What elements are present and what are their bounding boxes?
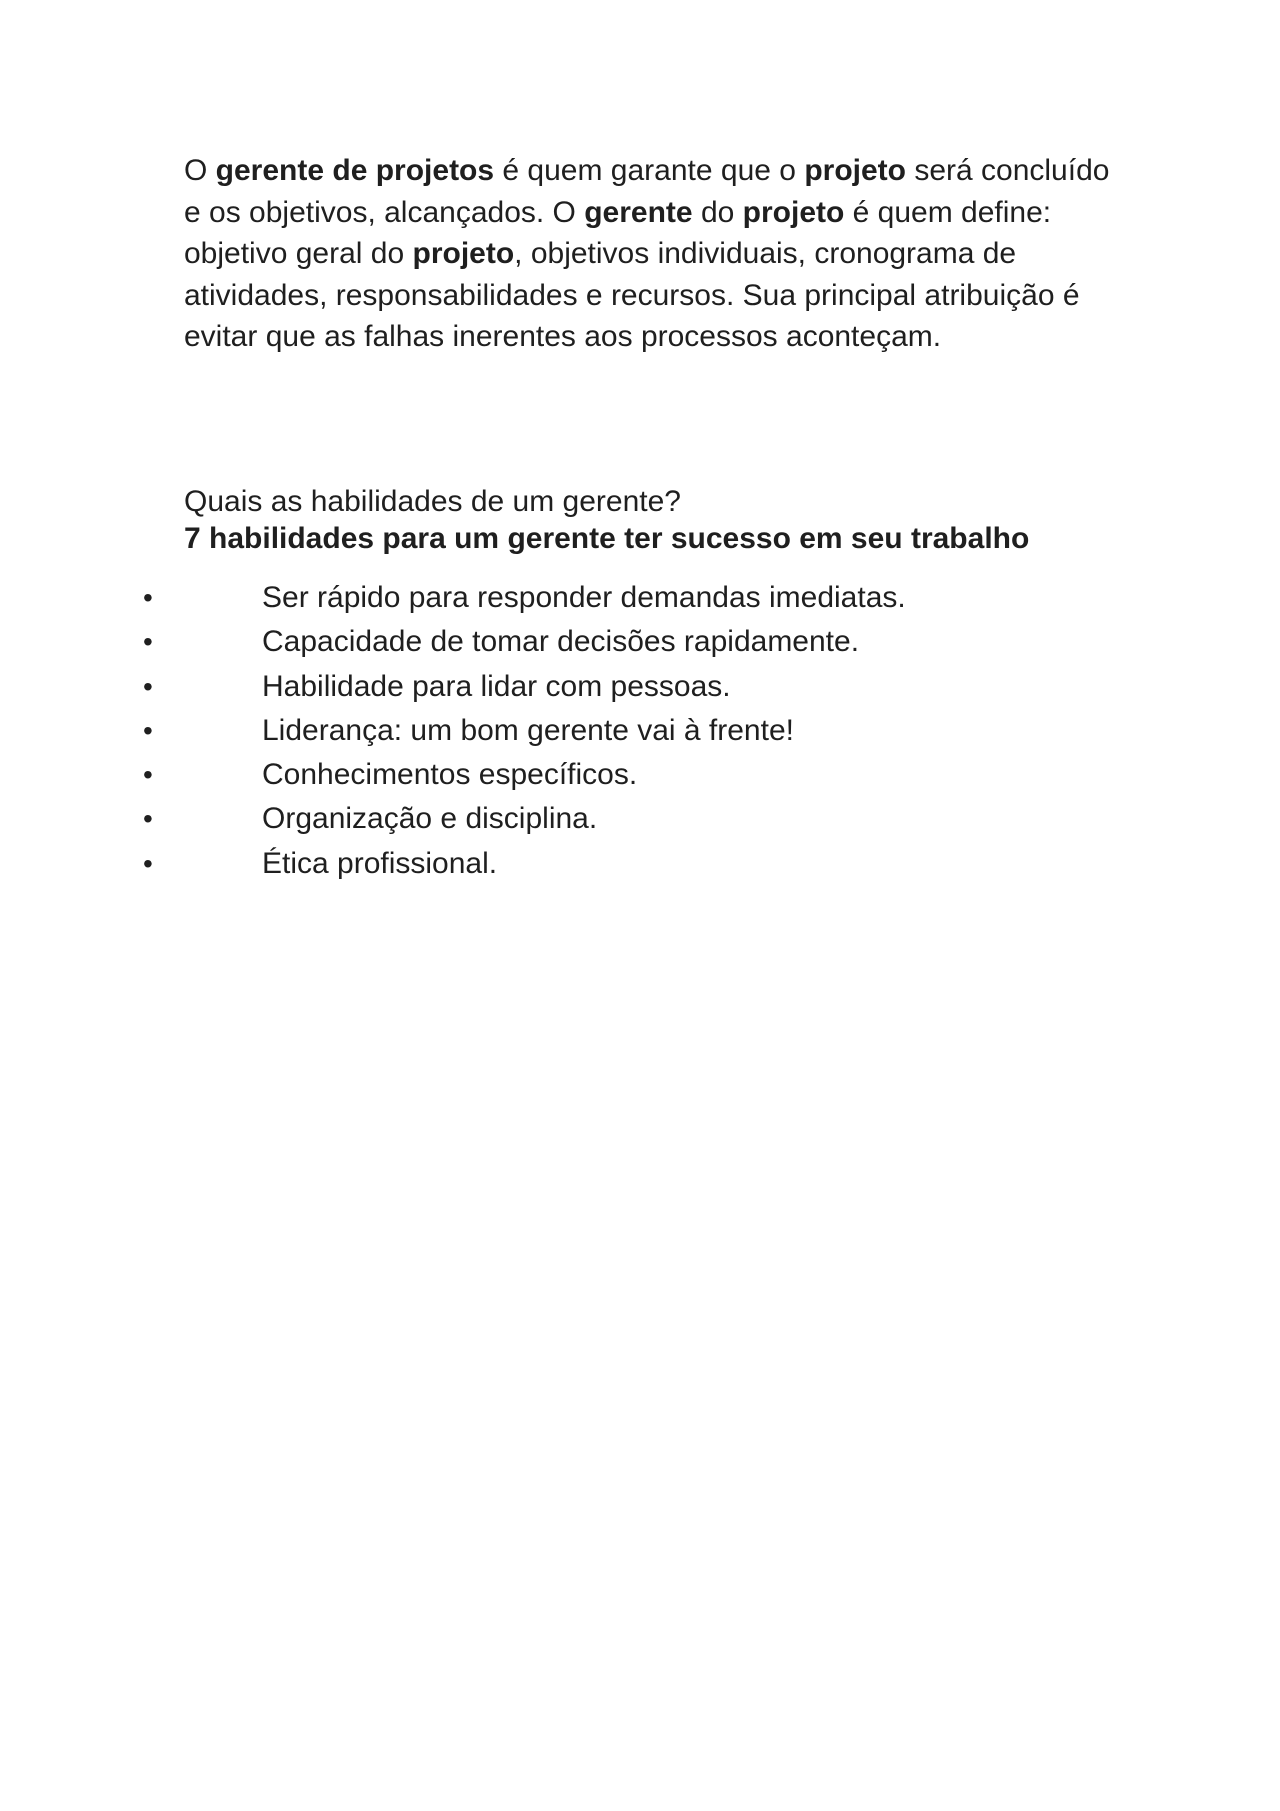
- list-item-text: Liderança: um bom gerente vai à frente!: [262, 713, 794, 747]
- intro-bold-term: gerente: [584, 195, 693, 229]
- intro-bold-term: projeto: [742, 195, 845, 229]
- bullet-icon: •: [143, 582, 153, 613]
- list-item-text: Conhecimentos específicos.: [262, 758, 638, 792]
- list-item-text: Ética profissional.: [262, 846, 498, 880]
- intro-text: será concluído e os objetivos, alcançados. O: [184, 154, 1110, 229]
- list-item-text: Ser rápido para responder demandas imediatas.: [262, 581, 906, 614]
- intro-bold-term: gerente de projetos: [215, 154, 495, 187]
- intro-paragraph: [184, 150, 1114, 358]
- question-line: Quais as habilidades de um gerente?: [184, 485, 681, 518]
- list-item-text: Organização e disciplina.: [262, 802, 598, 836]
- intro-bold-term: projeto: [412, 237, 515, 270]
- list-item-text: Capacidade de tomar decisões rapidamente.: [262, 625, 860, 659]
- intro-text: é quem define: objetivo geral do: [184, 195, 1052, 270]
- intro-text: é quem garante que o: [494, 154, 805, 187]
- skills-heading: 7 habilidades para um gerente ter sucesso em seu trabalho: [184, 522, 1030, 555]
- bullet-icon: •: [143, 803, 153, 835]
- bullet-icon: •: [143, 714, 153, 746]
- bullet-icon: •: [143, 670, 153, 702]
- bullet-icon: •: [143, 759, 153, 791]
- intro-text: do: [692, 195, 743, 229]
- list-item-text: Habilidade para lidar com pessoas.: [262, 669, 731, 703]
- bullet-icon: •: [143, 847, 153, 879]
- intro-text: O: [184, 154, 216, 187]
- intro-text: , objetivos individuais, cronograma de atividades, responsabilidades e recursos. Sua principal atribuição é evitar que as falhas inerentes aos processos aconteçam.: [184, 237, 1080, 353]
- bullet-icon: •: [143, 626, 153, 658]
- intro-bold-term: projeto: [804, 154, 906, 187]
